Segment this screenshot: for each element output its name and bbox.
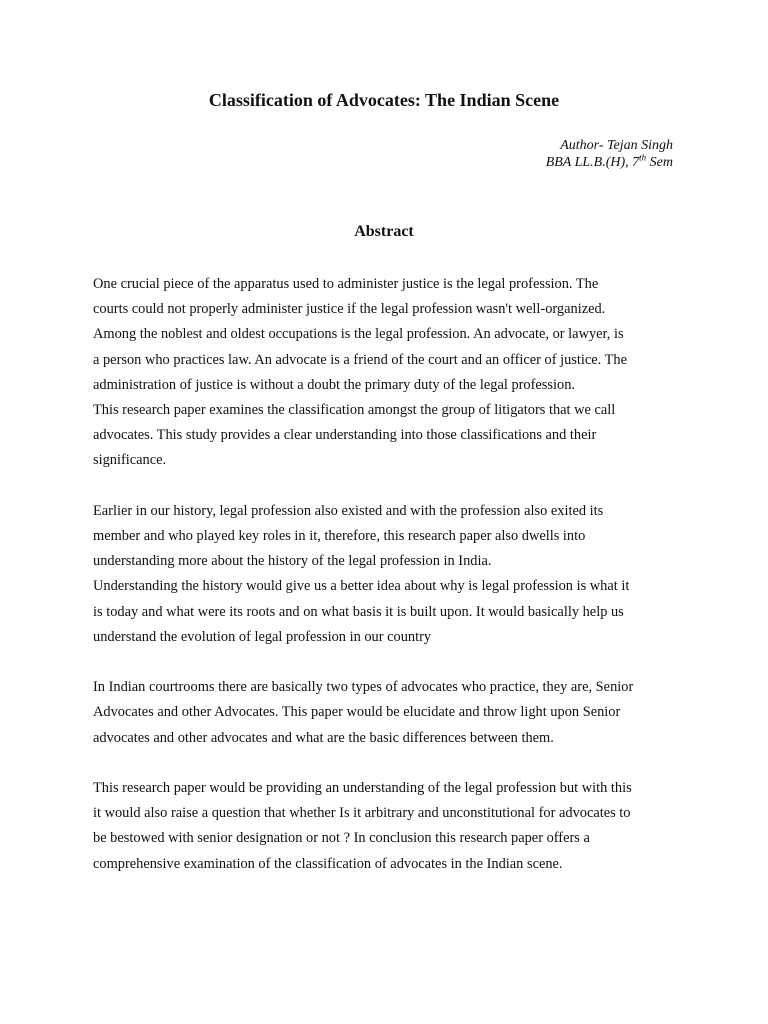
abstract-paragraph: Earlier in our history, legal profession also existed and with the profession also exited its member and who played key roles in it, therefore, this research paper also dwells into understanding more about the history of the legal profession in India.	[93, 502, 604, 570]
abstract-paragraph: In Indian courtrooms there are basically two types of advocates who practice, they are, Senior Advocates and other Advocates. This paper would be elucidate and throw light upon Senior advocates and other advocates and what are the basic differences between them.	[93, 679, 634, 746]
author-program-ordinal: th	[639, 152, 647, 163]
author-program-text: BBA LL.B.(H), 7	[545, 155, 640, 170]
abstract-heading: Abstract	[354, 223, 414, 240]
author-name: Author- Tejan Singh	[560, 138, 673, 153]
author-block	[546, 137, 673, 171]
paper-title: Classification of Advocates: The Indian Scene	[208, 90, 560, 110]
author-program	[546, 154, 673, 171]
abstract-paragraph: This research paper examines the classification amongst the group of litigators that we call advocates. This study provides a clear understanding into those classifications and their significance.	[93, 402, 616, 469]
abstract-paragraph: This research paper would be providing an understanding of the legal profession but with this it would also raise a question that whether Is it arbitrary and unconstitutional for advocates to be bestowed with senior designation or not ? In conclusion this research paper offers a comprehensive examination of the classification of advocates in the Indian scene.	[93, 780, 632, 872]
abstract-body	[93, 272, 683, 877]
abstract-paragraph: Understanding the history would give us a better idea about why is legal profession is what it is today and what were its roots and on what basis it is built upon. It would basically help us understand the evolution of legal profession in our country	[93, 578, 630, 645]
abstract-paragraph: One crucial piece of the apparatus used to administer justice is the legal profession. The courts could not properly administer justice if the legal profession wasn't well-organized. Among the noblest and oldest occupations is the legal profession. An advocate, or lawyer, is a person who practices law. An advocate is a friend of the court and an officer of justice. The administration of justice is without a doubt the primary duty of the legal profession.	[93, 276, 627, 393]
author-program-suffix: Sem	[646, 155, 673, 170]
